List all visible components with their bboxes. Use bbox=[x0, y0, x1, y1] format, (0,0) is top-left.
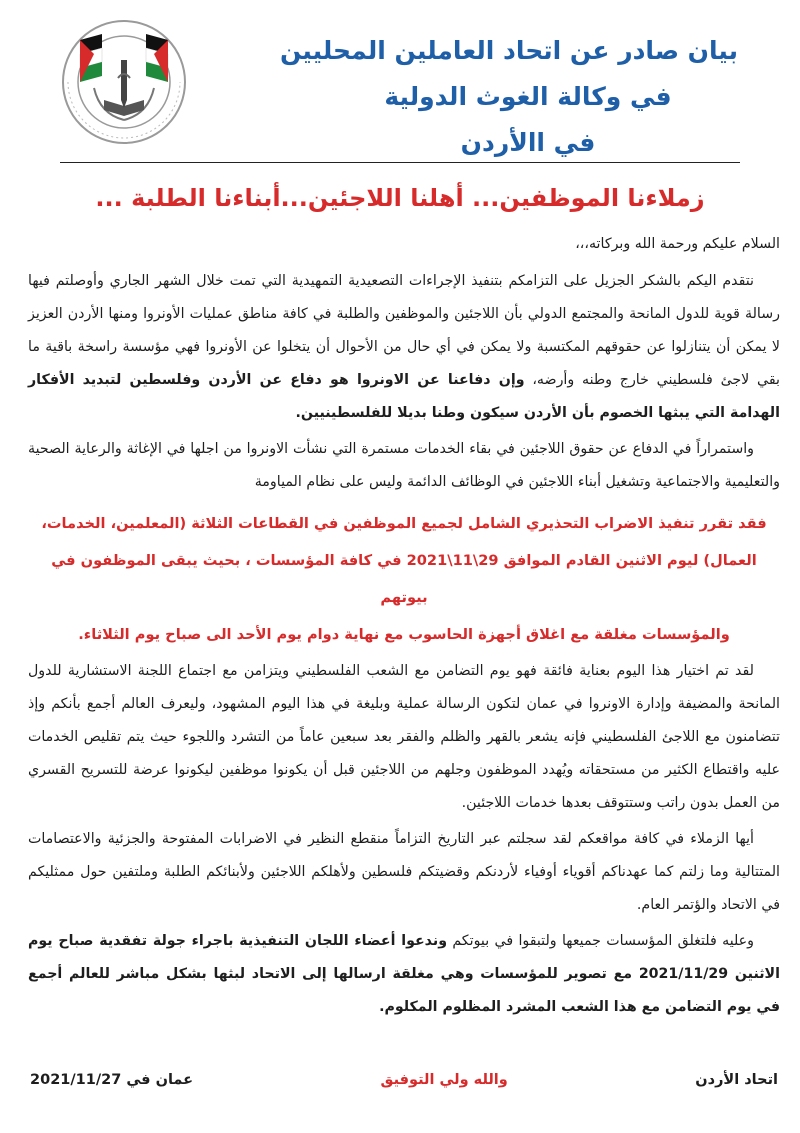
decision-line-1: فقد تقرر تنفيذ الاضراب التحذيري الشامل لجميع الموظفين في القطاعات الثلاثة (المعلمين، الخدمات، bbox=[41, 515, 767, 532]
statement-body bbox=[28, 228, 780, 1024]
paragraph-1-emphasis: وإن دفاعنا عن الاونروا هو دفاع عن الأردن وفلسطين لتبديد الأفكار الهدامة التي يبثها الخصوم بأن الأردن سيكون وطنا بديلا للفلسطينيين. bbox=[28, 372, 780, 421]
union-logo bbox=[60, 18, 188, 146]
paragraph-5-text: وعليه فلتغلق المؤسسات جميعها ولتبقوا في بيوتكم bbox=[447, 933, 754, 949]
header-divider bbox=[60, 162, 740, 163]
decision-line-2: العمال) ليوم الاثنين القادم الموافق 29\11\2021 في كافة المؤسسات ، بحيث يبقى الموظفون في بيوتهم bbox=[51, 552, 757, 606]
title-line-1: بيان صادر عن اتحاد العاملين المحليين bbox=[279, 36, 738, 65]
title-line-3: في االأردن bbox=[460, 128, 596, 157]
paragraph-2: واستمراراً في الدفاع عن حقوق اللاجئين في بقاء الخدمات مستمرة التي نشأت الاونروا من اجلها في الإغاثة والرعاية الصحية والتعليمية والاجتماعية وتشغيل أبناء اللاجئين في الوظائف الدائمة وليس على نظام المياومة bbox=[28, 441, 780, 490]
right-flag-icon bbox=[146, 34, 168, 82]
addressees-heading: زملاءنا الموظفين... أهلنا اللاجئين...أبناءنا الطلبة ... bbox=[95, 184, 705, 212]
greeting: السلام عليكم ورحمة الله وبركاته،،، bbox=[575, 236, 780, 252]
paragraph-1-text: نتقدم اليكم بالشكر الجزيل على التزامكم بتنفيذ الإجراءات التصعيدية التمهيدية التي تمت خلال الشهر الجاري وأوصلتم فيها رسالة قوية للدول المانحة والمجتمع الدولي بأن اللاجئين والموظفين والطلبة في كافة مناطق عمليات الأونروا ومنها الأردن العزيز لا يمكن أن يتنازلوا عن حقوقهم المكتسبة ولا يمكن في أي حال من الأحوال أن يتخلوا عن الأونروا فهي مؤسسة راسخة باقية ما بقي لاجئ فلسطيني خارج وطنه وأرضه، bbox=[28, 273, 780, 388]
statement-title bbox=[279, 28, 738, 166]
paragraph-4: أيها الزملاء في كافة مواقعكم لقد سجلتم عبر التاريخ التزاماً منقطع النظير في الاضرابات المفتوحة والجزئية والاعتصامات المتتالية وما زلتم كما عهدناكم أقوياء أوفياء لأردنكم وقضيتكم فلسطين ولأهلكم اللاجئين ولأبنائكم الطلبة وملتفين حول ممثليكم في الاتحاد والؤتمر العام. bbox=[28, 831, 780, 913]
paragraph-1 bbox=[28, 265, 780, 430]
strike-decision bbox=[28, 505, 780, 653]
paragraph-3: لقد تم اختيار هذا اليوم بعناية فائقة فهو يوم التضامن مع الشعب الفلسطيني ويتزامن مع اجتماع اللجنة الاستشارية للدول المانحة والمضيفة وإدارة الاونروا في عمان لتكون الرسالة عملية وبليغة في هذا اليوم المشهود، وليعرف العالم أجمع بأنكم وإذ تتضامنون مع اللاجئ الفلسطيني فإنه يشعر بالقهر والظلم والفقر بعد سبعين عاماً من التشرد واللجوء حيث يتم تقليص الخدمات عليه واقتطاع الكثير من مستحقاته ويُهدد الموظفون وجلهم من اللاجئين قبل أن يكونوا موظفين ليكونوا عرضة للتسريح القسري من العمل بدون راتب وستتوقف بعدها خدمات اللاجئين. bbox=[28, 663, 780, 811]
signature: اتحاد الأردن bbox=[695, 1072, 778, 1088]
paragraph-5 bbox=[28, 925, 780, 1024]
statement-footer bbox=[30, 1072, 778, 1088]
left-flag-icon bbox=[80, 34, 102, 82]
closing-phrase: والله ولي التوفيق bbox=[380, 1072, 508, 1088]
union-emblem-icon bbox=[60, 18, 188, 146]
issue-date: عمان في 2021/11/27 bbox=[30, 1072, 194, 1088]
decision-line-3: والمؤسسات مغلقة مع اغلاق أجهزة الحاسوب مع نهاية دوام يوم الأحد الى صباح يوم الثلاثاء. bbox=[78, 626, 730, 643]
title-line-2: في وكالة الغوث الدولية bbox=[384, 82, 672, 111]
paragraph-5-emphasis: وندعوا أعضاء اللجان التنفيذية باجراء جولة تفقدية صباح يوم الاثنين 2021/11/29 مع تصوير للمؤسسات وهي مغلقة ارسالها إلى الاتحاد لبثها بشكل مباشر للعالم أجمع في يوم التضامن مع هذا الشعب المشرد المظلوم المكلوم. bbox=[28, 933, 780, 1015]
